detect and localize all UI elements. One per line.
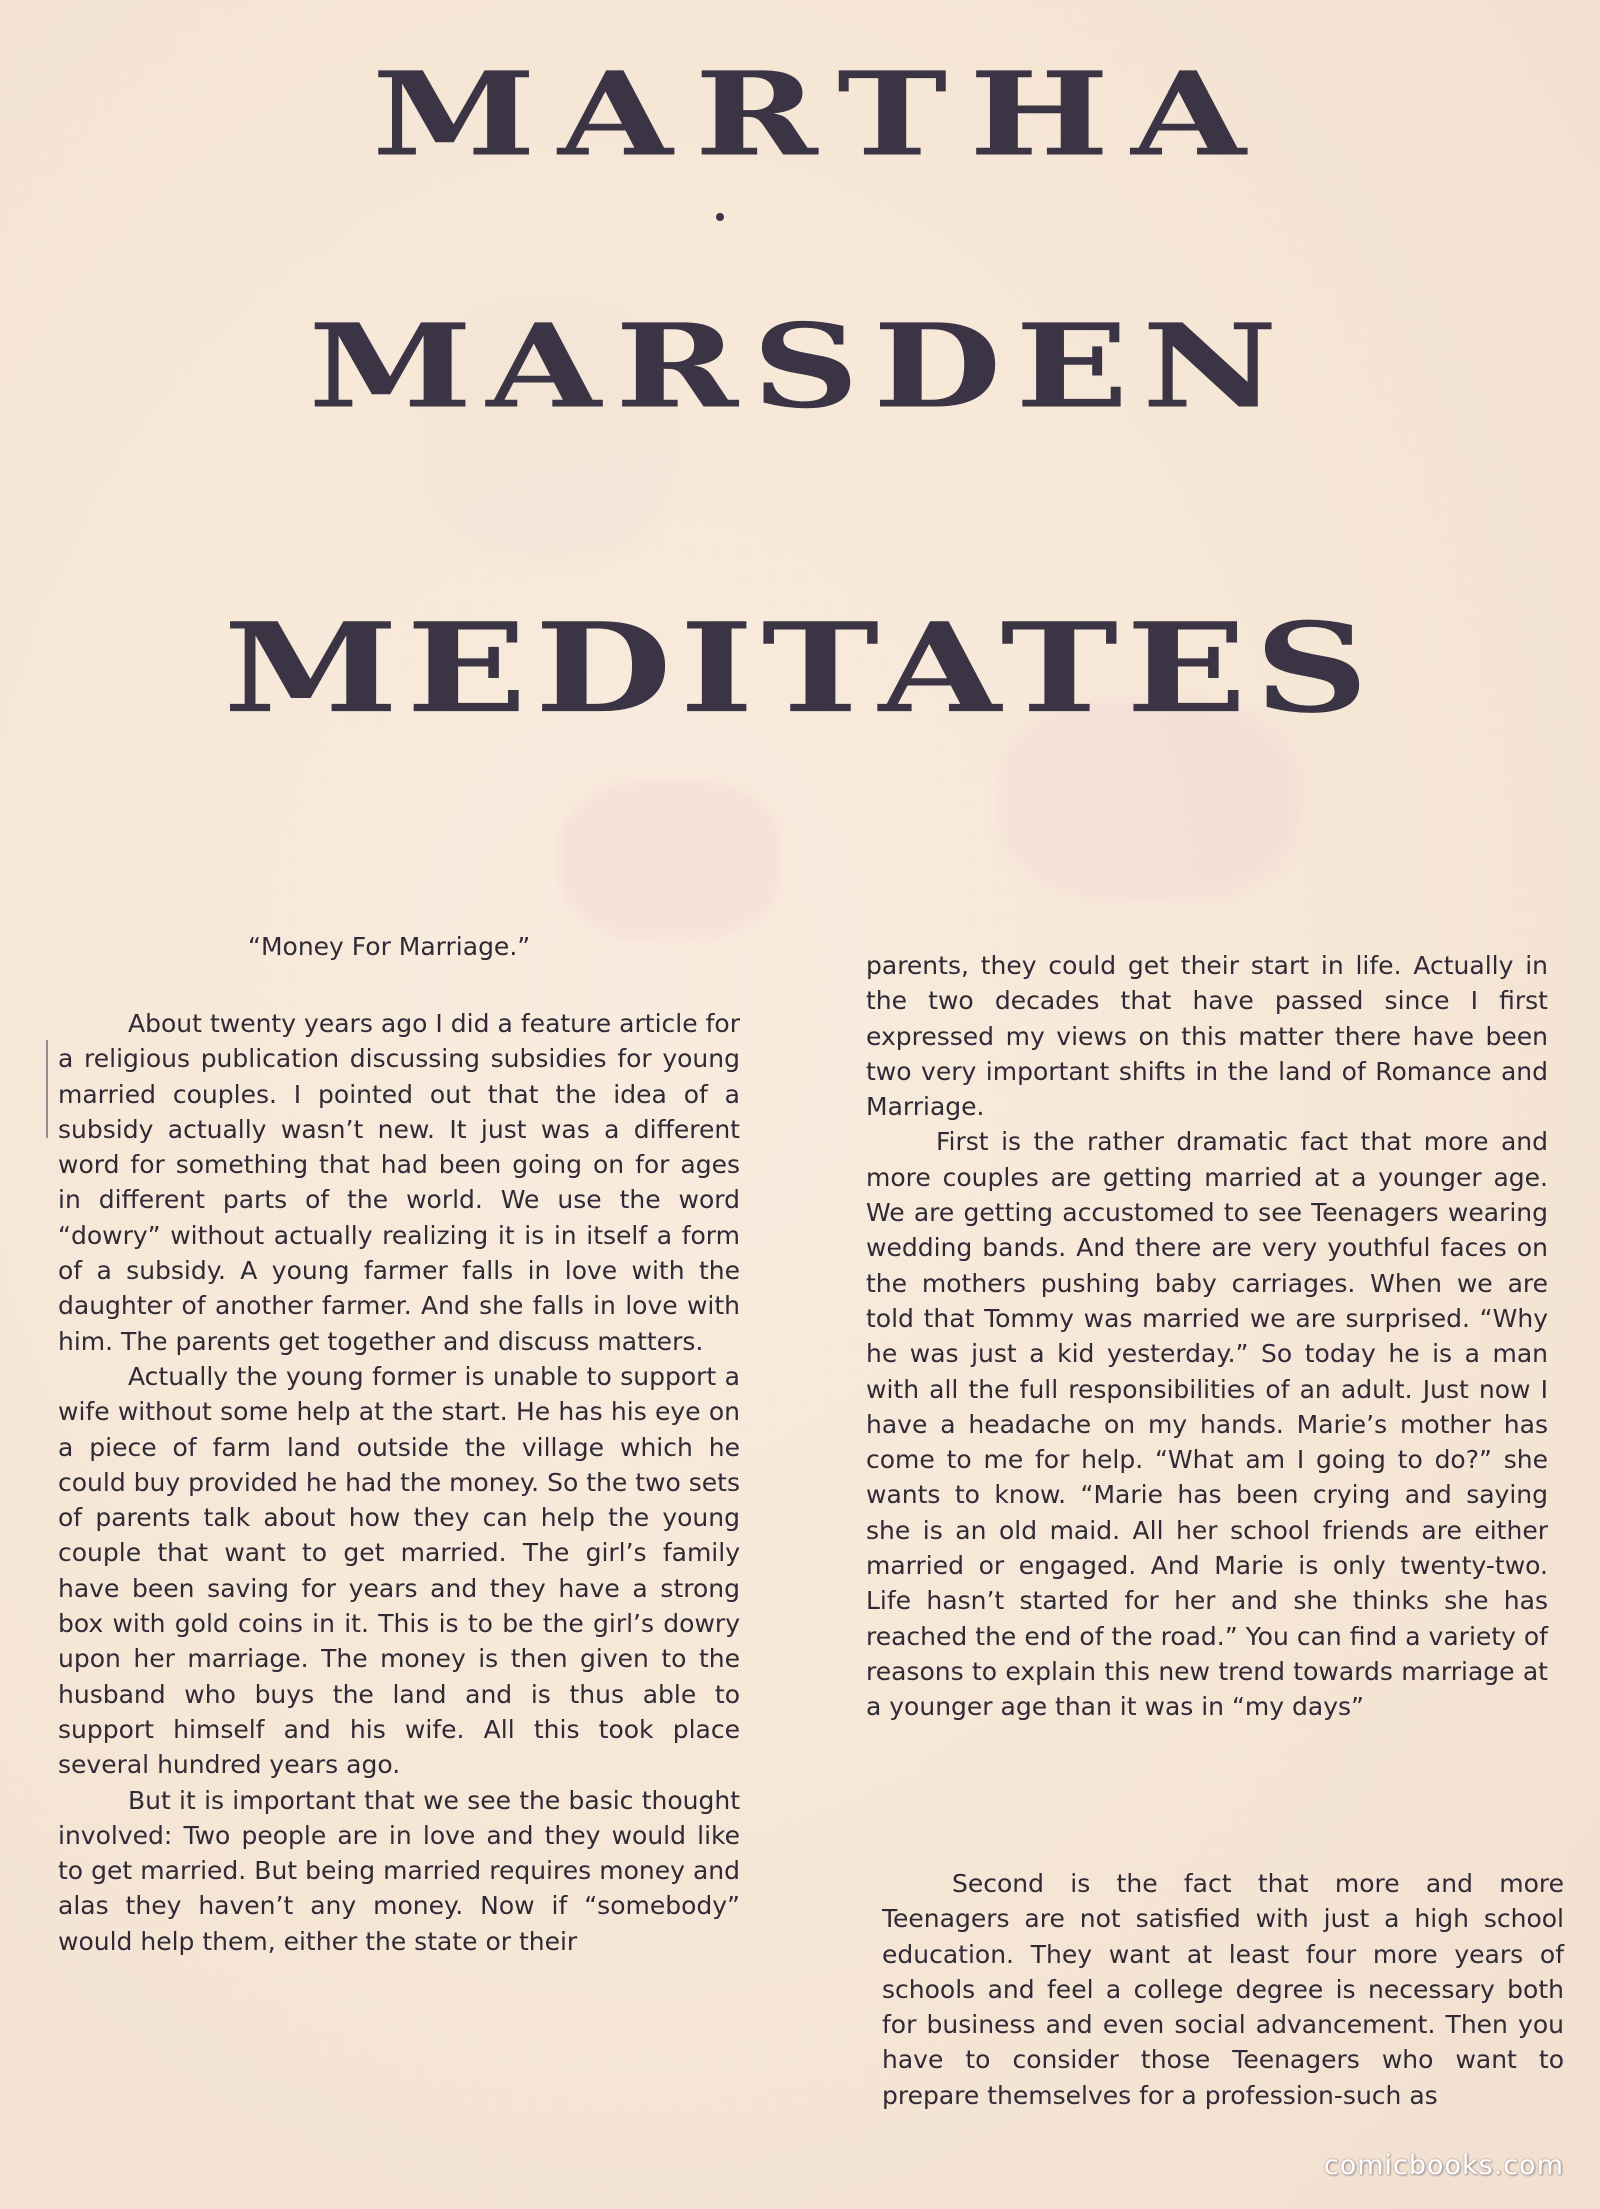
- left-column: [58, 1006, 740, 1959]
- paragraph: Second is the fact that more and more Teenagers are not satisfied with just a high school education. They want at least four more years of schools and feel a college degree is necessary both for business and even social advancement. Then you have to consider those Teenagers who want to prepare themselves for a profession-such as: [882, 1869, 1564, 2110]
- right-column-continued: [882, 1866, 1564, 2113]
- article-subtitle: “Money For Marriage.”: [248, 932, 531, 961]
- title-line-3: MEDITATES: [223, 596, 1377, 741]
- background-figure-shape: [560, 780, 780, 940]
- watermark: comicbooks.com: [1323, 2150, 1564, 2181]
- title-line-2: MARSDEN: [308, 298, 1292, 434]
- title-line-1: MARTHA: [372, 46, 1268, 182]
- margin-mark: [46, 1040, 48, 1138]
- paragraph: But it is important that we see the basic thought involved: Two people are in love and they would like to get married. But being married requires money and alas they haven’t any money. Now if “somebody” would help them, either the state or their: [58, 1785, 740, 1956]
- right-column: [866, 948, 1548, 1725]
- title-dot: [716, 213, 724, 221]
- paragraph: Actually the young former is unable to support a wife without some help at the start. He has his eye on a piece of farm land outside the village which he could buy provided he had the money. So the two sets of parents talk about how they can help the young couple that want to get married. The girl’s family have been saving for years and they have a strong box with gold coins in it. This is to be the girl’s dowry upon her marriage. The money is then given to the husband who buys the land and is thus able to support himself and his wife. All this took place several hundred years ago.: [58, 1361, 740, 1780]
- paragraph: About twenty years ago I did a feature article for a religious publication discussing subsidies for young married couples. I pointed out that the idea of a subsidy actually wasn’t new. It just was a different word for something that had been going on for ages in different parts of the world. We use the word “dowry” without actually realizing it is in itself a form of a subsidy. A young farmer falls in love with the daughter of another farmer. And she falls in love with him. The parents get together and discuss matters.: [58, 1009, 740, 1356]
- paragraph: First is the rather dramatic fact that more and more couples are getting married at a younger age. We are getting accustomed to see Teenagers wearing wedding bands. And there are very youthful faces on the mothers pushing baby carriages. When we are told that Tommy was married we are surprised. “Why he was just a kid yesterday.” So today he is a man with all the full responsibilities of an adult. Just now I have a headache on my hands. Marie’s mother has come to me for help. “What am I going to do?” she wants to know. “Marie has been crying and saying she is an old maid. All her school friends are either married or engaged. And Marie is only twenty-two. Life hasn’t started for her and she thinks she has reached the end of the road.” You can find a variety of reasons to explain this new trend towards marriage at a younger age than it was in “my days”: [866, 1127, 1548, 1722]
- paragraph: parents, they could get their start in life. Actually in the two decades that have passed since I first expressed my views on this matter there have been two very important shifts in the land of Romance and Marriage.: [866, 951, 1548, 1122]
